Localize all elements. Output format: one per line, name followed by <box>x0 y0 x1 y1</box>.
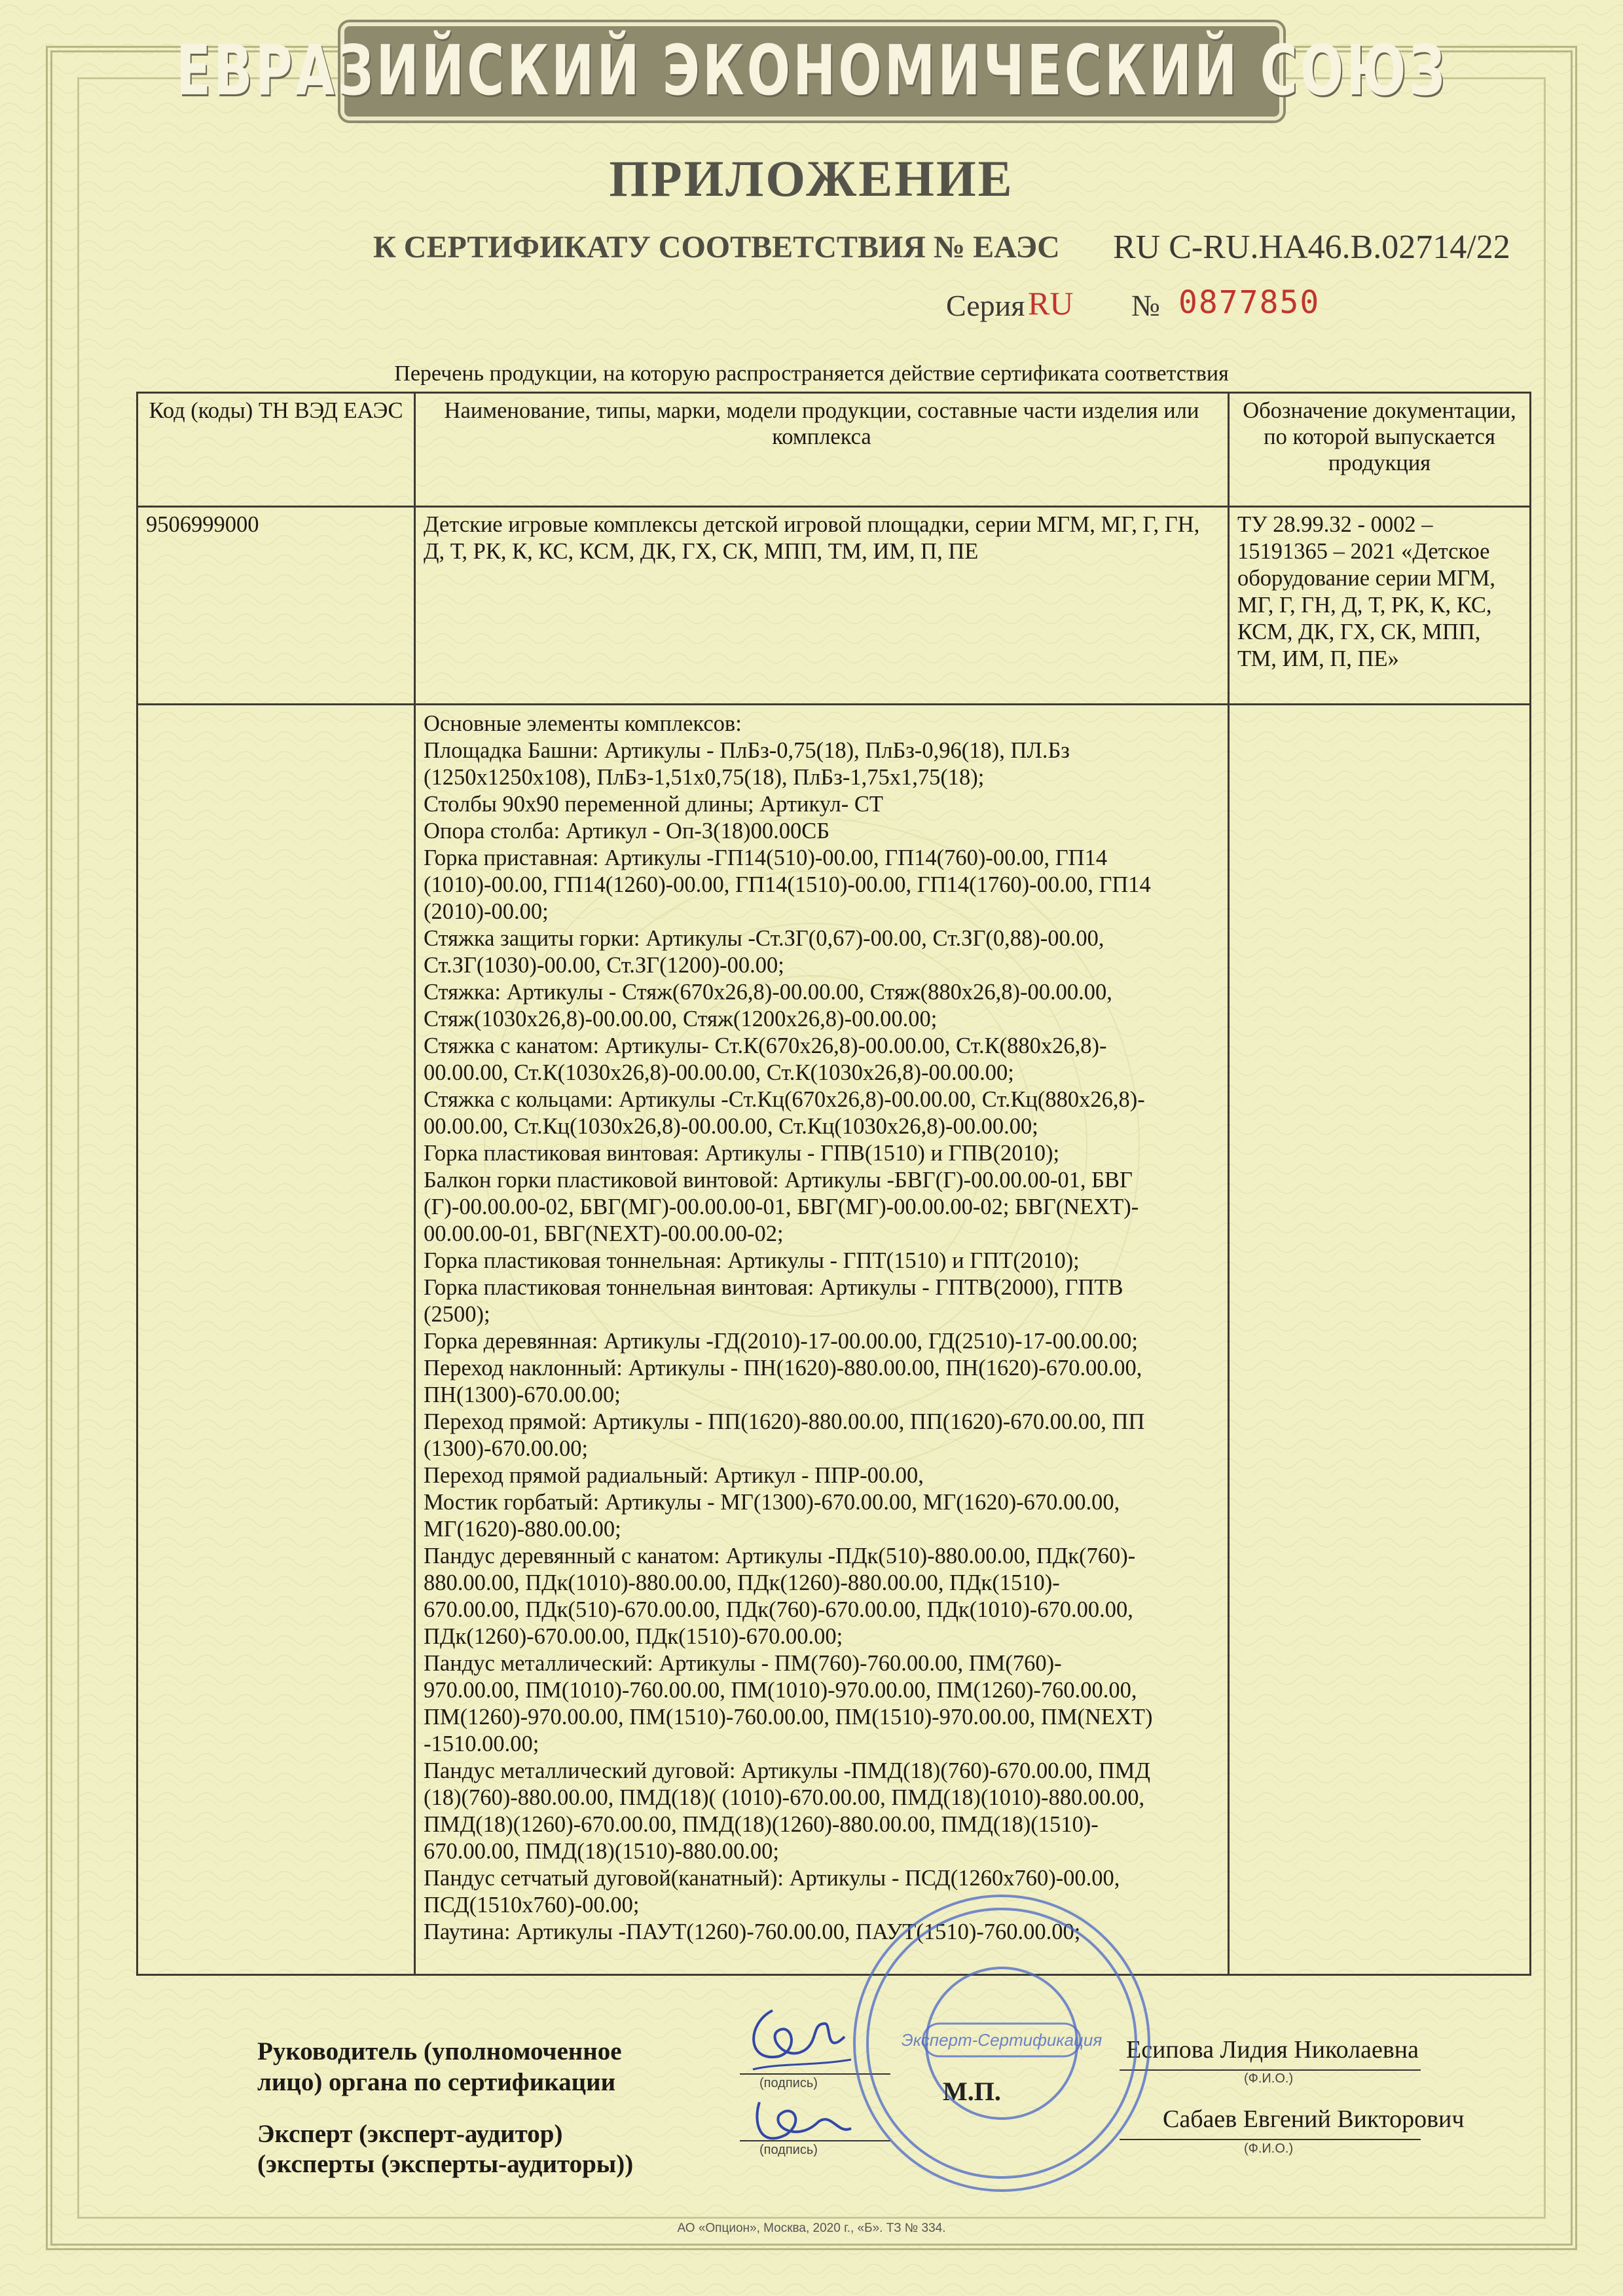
element-line: (2010)-00.00; <box>424 899 549 924</box>
table-row <box>137 705 1531 1975</box>
element-line: Площадка Башни: Артикулы - ПлБз-0,75(18), ПлБз-0,96(18), ПЛ.Бз <box>424 738 1070 763</box>
element-line: Ст.ЗГ(1030)-00.00, Ст.ЗГ(1200)-00.00; <box>424 953 784 978</box>
head-fio-line <box>1120 2069 1421 2071</box>
page-title: ПРИЛОЖЕНИЕ <box>609 150 1014 207</box>
header-name: Наименование, типы, марки, модели продукции, составные части изделия или комплекса <box>415 393 1229 507</box>
certificate-number: RU C-RU.HA46.B.02714/22 <box>1113 229 1510 266</box>
banner-text: ЕВРАЗИЙСКИЙ ЭКОНОМИЧЕСКИЙ СОЮЗ <box>175 31 1448 111</box>
stamp-text: Эксперт-Сертификация <box>901 2030 1103 2050</box>
cell-elements <box>415 705 1229 1975</box>
element-line: Переход наклонный: Артикулы - ПН(1620)-880.00.00, ПН(1620)-670.00.00, <box>424 1356 1142 1380</box>
header-code: Код (коды) ТН ВЭД ЕАЭС <box>137 393 415 507</box>
element-line: (18)(760)-880.00.00, ПМД(18)( (1010)-670.00.00, ПМД(18)(1010)-880.00.00, <box>424 1785 1145 1810</box>
head-label-1: Руководитель (уполномоченное <box>257 2037 622 2065</box>
blank-number: 0877850 <box>1178 284 1321 321</box>
expert-fio-line <box>1120 2139 1421 2140</box>
element-line: Стяжка: Артикулы - Стяж(670x26,8)-00.00.00, Стяж(880x26,8)-00.00.00, <box>424 980 1112 1005</box>
element-line: Пандус металлический: Артикулы - ПМ(760)-760.00.00, ПМ(760)- <box>424 1651 1062 1676</box>
element-line: ПМ(1260)-970.00.00, ПМ(1510)-760.00.00, ПМ(1510)-970.00.00, ПМ(NEXT) <box>424 1705 1153 1730</box>
element-line: ПМД(18)(1260)-670.00.00, ПМД(18)(1260)-880.00.00, ПМД(18)(1510)- <box>424 1812 1099 1837</box>
series-value: RU <box>1028 285 1074 322</box>
element-line: Стяжка защиты горки: Артикулы -Ст.ЗГ(0,67)-00.00, Ст.ЗГ(0,88)-00.00, <box>424 926 1104 951</box>
element-line: Пандус деревянный с канатом: Артикулы -ПДк(510)-880.00.00, ПДк(760)- <box>424 1544 1136 1568</box>
element-line: Пандус сетчатый дуговой(канатный): Артикулы - ПСД(1260x760)-00.00, <box>424 1866 1120 1891</box>
element-line: 670.00.00, ПДк(510)-670.00.00, ПДк(760)-670.00.00, ПДк(1010)-670.00.00, <box>424 1597 1133 1622</box>
element-line: Опора столба: Артикул - Оп-3(18)00.00СБ <box>424 819 830 843</box>
head-signature-caption: (подпись) <box>759 2076 818 2090</box>
element-line: Столбы 90x90 переменной длины; Артикул- СТ <box>424 792 883 817</box>
cell-name: Детские игровые комплексы детской игровой площадки, серии МГМ, МГ, Г, ГН, Д, Т, РК, К, КС, КСМ, ДК, ГХ, СК, МПП, ТМ, ИМ, П, ПЕ <box>415 507 1229 705</box>
cell-code-empty <box>137 705 415 1975</box>
element-line: Переход прямой радиальный: Артикул - ППР-00.00, <box>424 1463 924 1488</box>
expert-label-1: Эксперт (эксперт-аудитор) <box>257 2120 563 2148</box>
element-line: Горка деревянная: Артикулы -ГД(2010)-17-00.00.00, ГД(2510)-17-00.00.00; <box>424 1329 1138 1354</box>
element-line: 00.00.00-01, БВГ(NEXT)-00.00.00-02; <box>424 1221 784 1246</box>
element-line: 970.00.00, ПМ(1010)-760.00.00, ПМ(1010)-970.00.00, ПМ(1260)-760.00.00, <box>424 1678 1137 1703</box>
element-line: -1510.00.00; <box>424 1731 539 1756</box>
element-line: Основные элементы комплексов: <box>424 711 742 736</box>
element-line: ПДк(1260)-670.00.00, ПДк(1510)-670.00.00; <box>424 1624 843 1649</box>
head-label-2: лицо) органа по сертификации <box>257 2068 616 2096</box>
head-name: Есипова Лидия Николаевна <box>1126 2036 1419 2064</box>
element-line: ПН(1300)-670.00.00; <box>424 1382 621 1407</box>
cell-doc: ТУ 28.99.32 - 0002 – 15191365 – 2021 «Детское оборудование серии МГМ, МГ, Г, ГН, Д, Т, РК, К, КС, КСМ, ДК, ГХ, СК, МПП, ТМ, ИМ, П, ПЕ» <box>1229 507 1531 705</box>
element-line: Переход прямой: Артикулы - ПП(1620)-880.00.00, ПП(1620)-670.00.00, ПП <box>424 1409 1145 1434</box>
element-line: ПСД(1510x760)-00.00; <box>424 1893 640 1917</box>
cell-doc-empty <box>1229 705 1531 1975</box>
expert-signature-caption: (подпись) <box>759 2143 818 2157</box>
element-line: Горка пластиковая тоннельная винтовая: Артикулы - ГПТВ(2000), ГПТВ <box>424 1275 1123 1300</box>
table-caption: Перечень продукции, на которую распространяется действие сертификата соответствия <box>394 361 1229 386</box>
expert-label-2: (эксперты (эксперты-аудиторы)) <box>257 2150 634 2178</box>
cell-code: 9506999000 <box>137 507 415 705</box>
seal-place-label: М.П. <box>943 2077 1001 2106</box>
union-banner <box>175 22 1448 120</box>
element-line: 00.00.00, Ст.К(1030x26,8)-00.00.00, Ст.К(1030x26,8)-00.00.00; <box>424 1060 1014 1085</box>
element-line: (Г)-00.00.00-02, БВГ(МГ)-00.00.00-01, БВГ(МГ)-00.00.00-02; БВГ(NEXT)- <box>424 1194 1139 1219</box>
expert-fio-caption: (Ф.И.О.) <box>1244 2141 1294 2156</box>
element-line: Стяжка с кольцами: Артикулы -Ст.Кц(670x26,8)-00.00.00, Ст.Кц(880x26,8)- <box>424 1087 1145 1112</box>
element-line: Мостик горбатый: Артикулы - МГ(1300)-670.00.00, МГ(1620)-670.00.00, <box>424 1490 1120 1515</box>
element-line: 00.00.00, Ст.Кц(1030x26,8)-00.00.00, Ст.Кц(1030x26,8)-00.00.00; <box>424 1114 1038 1139</box>
element-line: Паутина: Артикулы -ПАУТ(1260)-760.00.00, ПАУТ(1510)-760.00.00; <box>424 1919 1081 1944</box>
printer-line: АО «Опцион», Москва, 2020 г., «Б». ТЗ № 334. <box>677 2221 946 2235</box>
element-line: (2500); <box>424 1302 490 1327</box>
element-line: (1010)-00.00, ГП14(1260)-00.00, ГП14(1510)-00.00, ГП14(1760)-00.00, ГП14 <box>424 872 1151 897</box>
element-line: (1250x1250x108), ПлБз-1,51x0,75(18), ПлБз-1,75x1,75(18); <box>424 765 985 790</box>
element-line: Горка пластиковая тоннельная: Артикулы - ГПТ(1510) и ГПТ(2010); <box>424 1248 1080 1273</box>
certification-stamp <box>845 1886 1159 2200</box>
element-line: 880.00.00, ПДк(1010)-880.00.00, ПДк(1260)-880.00.00, ПДк(1510)- <box>424 1570 1060 1595</box>
element-line: Пандус металлический дуговой: Артикулы -ПМД(18)(760)-670.00.00, ПМД <box>424 1758 1151 1783</box>
series-label: Серия <box>946 289 1025 322</box>
head-fio-caption: (Ф.И.О.) <box>1244 2071 1294 2086</box>
element-line: Балкон горки пластиковой винтовой: Артикулы -БВГ(Г)-00.00.00-01, БВГ <box>424 1168 1133 1193</box>
expert-name: Сабаев Евгений Викторович <box>1163 2105 1465 2133</box>
number-sign: № <box>1131 289 1160 322</box>
element-line: МГ(1620)-880.00.00; <box>424 1517 621 1542</box>
element-line: (1300)-670.00.00; <box>424 1436 589 1461</box>
certificate-subtitle: К СЕРТИФИКАТУ СООТВЕТСТВИЯ № ЕАЭС <box>373 230 1060 265</box>
products-table <box>136 392 1531 1976</box>
element-line: Стяжка с канатом: Артикулы- Ст.К(670x26,8)-00.00.00, Ст.К(880x26,8)- <box>424 1033 1107 1058</box>
element-line: Горка пластиковая винтовая: Артикулы - ГПВ(1510) и ГПВ(2010); <box>424 1141 1060 1166</box>
table-header-row <box>137 393 1531 507</box>
element-line: Горка приставная: Артикулы -ГП14(510)-00.00, ГП14(760)-00.00, ГП14 <box>424 845 1108 870</box>
header-doc: Обозначение документации, по которой выпускается продукция <box>1229 393 1531 507</box>
element-line: 670.00.00, ПМД(18)(1510)-880.00.00; <box>424 1839 779 1864</box>
element-line: Стяж(1030x26,8)-00.00.00, Стяж(1200x26,8)-00.00.00; <box>424 1007 938 1031</box>
table-row <box>137 507 1531 705</box>
